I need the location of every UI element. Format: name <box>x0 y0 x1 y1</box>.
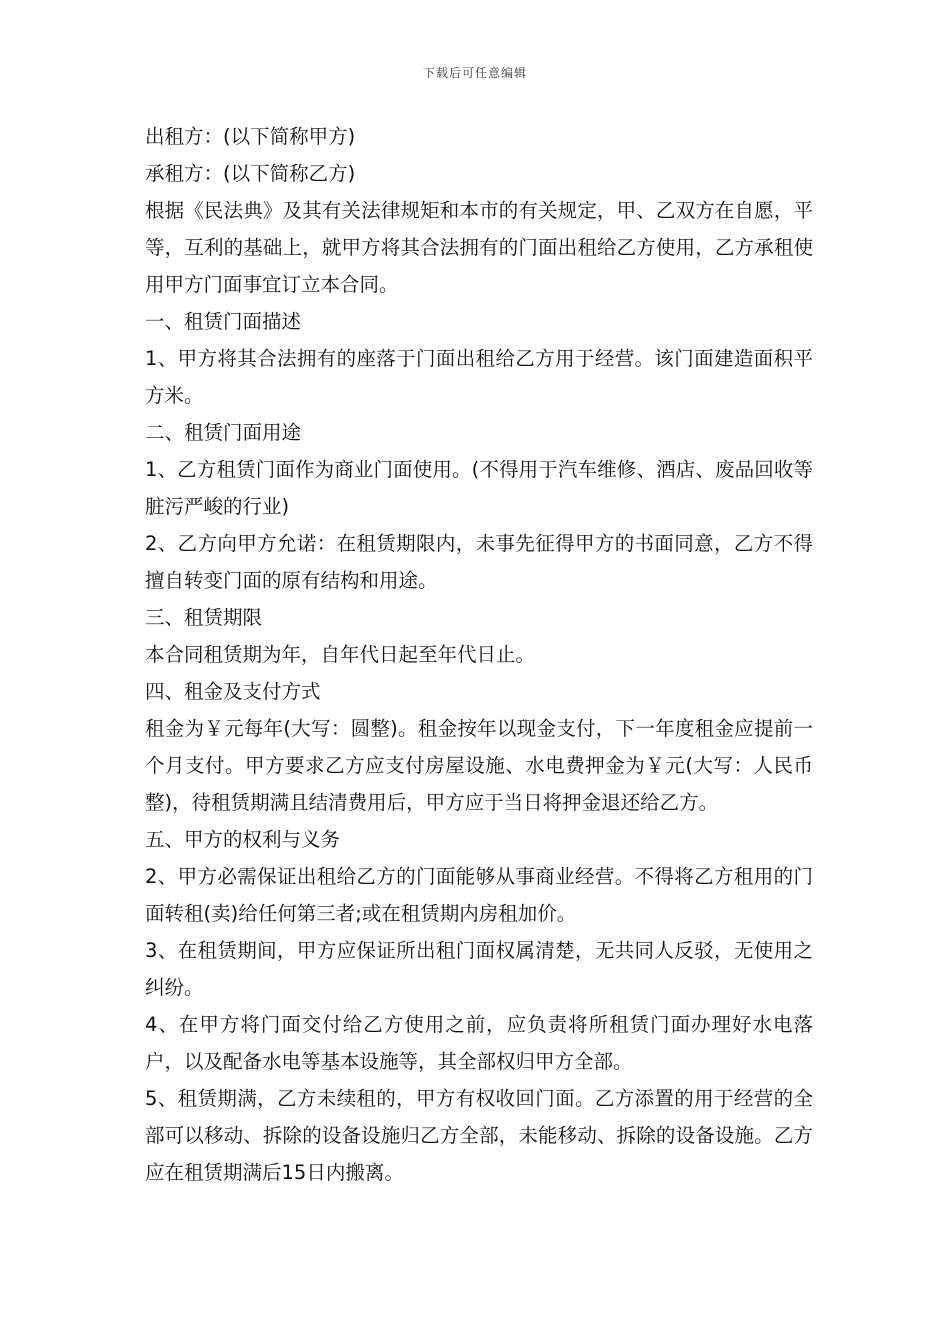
page-header: 下载后可任意编辑 <box>422 66 527 80</box>
section-heading: 三、租赁期限 <box>145 606 263 629</box>
party-lessor: 出租方：(以下简称甲方) <box>145 125 356 148</box>
clause: 1、甲方将其合法拥有的座落于门面出租给乙方用于经营。该门面建造面积平方米。 <box>145 347 813 407</box>
section-heading: 四、租金及支付方式 <box>145 680 321 703</box>
document-body <box>145 118 813 1191</box>
clause: 2、乙方向甲方允诺：在租赁期限内，未事先征得甲方的书面同意，乙方不得擅自转变门面的原有结构和用途。 <box>145 532 813 592</box>
preamble: 根据《民法典》及其有关法律规矩和本市的有关规定，甲、乙双方在自愿，平等，互利的基础上，就甲方将其合法拥有的门面出租给乙方使用，乙方承租使用甲方门面事宜订立本合同。 <box>145 199 813 296</box>
clause: 租金为￥元每年(大写：圆整)。租金按年以现金支付，下一年度租金应提前一个月支付。甲方要求乙方应支付房屋设施、水电费押金为￥元(大写：人民币整)，待租赁期满且结清费用后，甲方应于当日将押金退还给乙方。 <box>145 717 813 814</box>
clause: 本合同租赁期为年，自年代日起至年代日止。 <box>145 643 536 666</box>
clause: 5、租赁期满，乙方未续租的，甲方有权收回门面。乙方添置的用于经营的全部可以移动、拆除的设备设施归乙方全部，未能移动、拆除的设备设施。乙方应在租赁期满后15日内搬离。 <box>145 1087 813 1184</box>
section-heading: 一、租赁门面描述 <box>145 310 302 333</box>
section-heading: 二、租赁门面用途 <box>145 421 302 444</box>
clause: 2、甲方必需保证出租给乙方的门面能够从事商业经营。不得将乙方租用的门面转租(卖)给任何第三者;或在租赁期内房租加价。 <box>145 865 813 925</box>
clause: 4、在甲方将门面交付给乙方使用之前，应负责将所租赁门面办理好水电落户，以及配备水电等基本设施等，其全部权归甲方全部。 <box>145 1013 813 1073</box>
section-heading: 五、甲方的权利与义务 <box>145 828 341 851</box>
clause: 3、在租赁期间，甲方应保证所出租门面权属清楚，无共同人反驳，无使用之纠纷。 <box>145 939 813 999</box>
clause: 1、乙方租赁门面作为商业门面使用。(不得用于汽车维修、酒店、废品回收等脏污严峻的行业) <box>145 458 813 518</box>
party-lessee: 承租方：(以下简称乙方) <box>145 162 356 185</box>
